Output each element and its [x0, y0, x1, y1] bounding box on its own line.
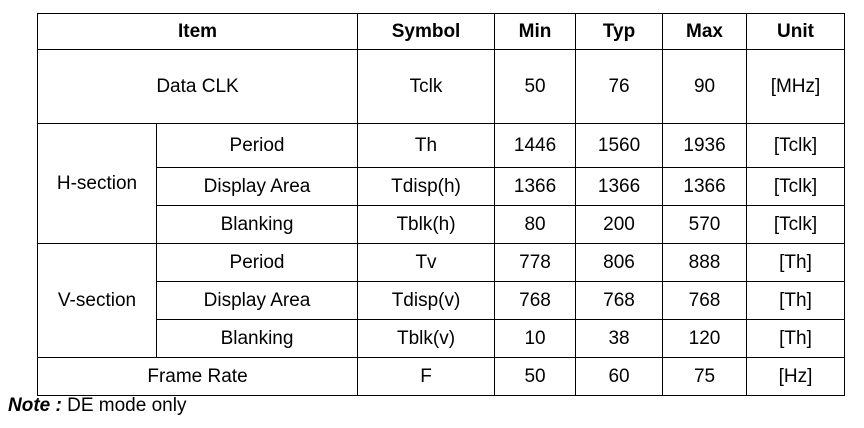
cell-max: 90 [663, 50, 747, 124]
cell-unit: [Tclk] [747, 206, 845, 244]
cell-min: 778 [495, 244, 576, 282]
cell-symbol: Tclk [358, 50, 495, 124]
header-typ: Typ [576, 14, 663, 50]
cell-typ: 768 [576, 282, 663, 320]
group-label-v-section: V-section [38, 244, 157, 358]
cell-item: Data CLK [38, 50, 358, 124]
cell-param: Blanking [157, 206, 358, 244]
cell-max: 120 [663, 320, 747, 358]
cell-min: 50 [495, 358, 576, 396]
note-label: Note : [8, 395, 62, 416]
cell-min: 768 [495, 282, 576, 320]
cell-min: 80 [495, 206, 576, 244]
cell-max: 1366 [663, 168, 747, 206]
cell-unit: [Th] [747, 320, 845, 358]
table-row-v-period [38, 244, 845, 282]
cell-symbol: Tdisp(v) [358, 282, 495, 320]
table-row-frame-rate [38, 358, 845, 396]
cell-param: Period [157, 124, 358, 168]
cell-min: 10 [495, 320, 576, 358]
timing-spec-table [37, 13, 845, 396]
group-label-h-section: H-section [38, 124, 157, 244]
header-max: Max [663, 14, 747, 50]
cell-param: Period [157, 244, 358, 282]
header-symbol: Symbol [358, 14, 495, 50]
cell-typ: 1560 [576, 124, 663, 168]
table-row-v-blanking [38, 320, 845, 358]
cell-symbol: F [358, 358, 495, 396]
cell-symbol: Tblk(h) [358, 206, 495, 244]
footnote [8, 395, 186, 417]
table-row-v-display-area [38, 282, 845, 320]
cell-unit: [Th] [747, 244, 845, 282]
cell-unit: [Tclk] [747, 124, 845, 168]
note-text: DE mode only [61, 395, 187, 416]
cell-symbol: Tblk(v) [358, 320, 495, 358]
table-row-h-display-area [38, 168, 845, 206]
cell-min: 50 [495, 50, 576, 124]
table-row-data-clk [38, 50, 845, 124]
cell-item: Frame Rate [38, 358, 358, 396]
cell-max: 1936 [663, 124, 747, 168]
header-unit: Unit [747, 14, 845, 50]
cell-max: 75 [663, 358, 747, 396]
table-row-h-period [38, 124, 845, 168]
cell-typ: 76 [576, 50, 663, 124]
cell-min: 1366 [495, 168, 576, 206]
cell-unit: [Th] [747, 282, 845, 320]
cell-typ: 806 [576, 244, 663, 282]
cell-typ: 200 [576, 206, 663, 244]
cell-symbol: Tdisp(h) [358, 168, 495, 206]
cell-unit: [Tclk] [747, 168, 845, 206]
cell-min: 1446 [495, 124, 576, 168]
header-min: Min [495, 14, 576, 50]
cell-typ: 38 [576, 320, 663, 358]
header-item: Item [38, 14, 358, 50]
cell-unit: [MHz] [747, 50, 845, 124]
cell-max: 888 [663, 244, 747, 282]
cell-symbol: Th [358, 124, 495, 168]
cell-symbol: Tv [358, 244, 495, 282]
cell-param: Blanking [157, 320, 358, 358]
cell-unit: [Hz] [747, 358, 845, 396]
header-row [38, 14, 845, 50]
cell-param: Display Area [157, 168, 358, 206]
cell-typ: 60 [576, 358, 663, 396]
cell-max: 570 [663, 206, 747, 244]
cell-typ: 1366 [576, 168, 663, 206]
cell-param: Display Area [157, 282, 358, 320]
cell-max: 768 [663, 282, 747, 320]
table-row-h-blanking [38, 206, 845, 244]
